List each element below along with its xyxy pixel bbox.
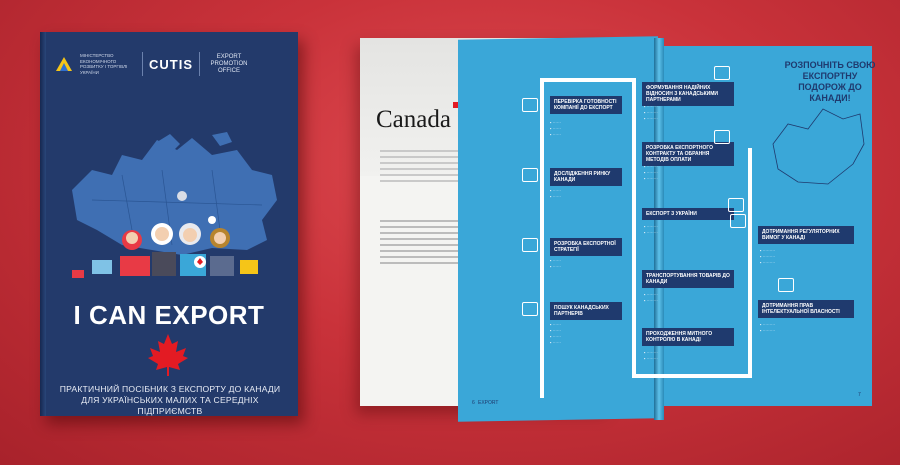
step-box: ПРОХОДЖЕННЯ МИТНОГО КОНТРОЛЮ В КАНАДІ (642, 328, 734, 346)
page-number-right: 7 (858, 392, 861, 398)
divider (199, 52, 200, 76)
step-box: ЕКСПОРТ З УКРАЇНИ (642, 208, 734, 220)
checklist-icon (522, 98, 538, 112)
cover-subtitle: ПРАКТИЧНИЙ ПОСІБНИК З ЕКСПОРТУ ДО КАНАДИ ДЛЯ УКРАЇНСЬКИХ МАЛИХ ТА СЕРЕДНІХ ПІДПРИЄМСТВ (59, 384, 281, 416)
step-box: ФОРМУВАННЯ НАДІЙНИХ ВІДНОСИН З КАНАДСЬКИМИ ПАРТНЕРАМИ (642, 82, 734, 106)
step-bullets: ▪ ········ ▪ ········ (644, 292, 658, 303)
canada-wordmark: Canada (376, 106, 451, 133)
step-box: ТРАНСПОРТУВАННЯ ТОВАРІВ ДО КАНАДИ (642, 270, 734, 288)
epo-logo: EXPORT PROMOTION OFFICE (210, 53, 248, 74)
booklet-cover (40, 32, 298, 416)
step-box: РОЗРОБКА ЕКСПОРТНОЇ СТРАТЕГІЇ (550, 238, 622, 256)
step-bullets: ▪ ········· ▪ ········· (760, 322, 776, 333)
step-bullets: ▪ ······ ▪ ······ (550, 188, 562, 199)
step-bullets: ▪ ········ ▪ ········ (644, 224, 658, 235)
canada-outline-map (768, 104, 868, 192)
road-path (540, 78, 544, 398)
road-path (632, 78, 636, 378)
canada-map-illustration (62, 130, 284, 280)
people-icon (522, 302, 538, 316)
step-bullets: ▪ ······ ▪ ······ ▪ ······ (550, 120, 562, 137)
step-bullets: ▪ ······ ▪ ······ ▪ ······ ▪ ······ (550, 322, 562, 345)
road-path (632, 374, 752, 378)
cover-spine (40, 32, 46, 416)
infographic-spread (448, 38, 876, 420)
step-box: РОЗРОБКА ЕКСПОРТНОГО КОНТРАКТУ ТА ОБРАННЯ МЕТОДІВ ОПЛАТИ (642, 142, 734, 166)
step-bullets: ▪ ········ ▪ ········ (644, 350, 658, 361)
step-box: ДОСЛІДЖЕННЯ РИНКУ КАНАДИ (550, 168, 622, 186)
spread-left-page (458, 36, 658, 421)
page-number-left: 6 (472, 400, 475, 406)
step-bullets: ▪ ········· ▪ ········· ▪ ········· (760, 248, 776, 265)
cover-header (54, 44, 288, 84)
maple-leaf-icon (146, 332, 190, 376)
magnifier-icon (522, 168, 538, 182)
contract-icon (714, 130, 730, 144)
road-path (748, 148, 752, 378)
step-bullets: ▪ ········ ▪ ········ ▪ ········ (644, 104, 658, 121)
step-box: ДОТРИМАННЯ РЕГУЛЯТОРНИХ ВИМОГ У КАНАДІ (758, 226, 854, 244)
regulation-icon (730, 214, 746, 228)
ministry-name: МІНІСТЕРСТВО ЕКОНОМІЧНОГО РОЗВИТКУ І ТОРГІВЛІ УКРАЇНИ (80, 53, 128, 75)
step-box: ПЕРЕВІРКА ГОТОВНОСТІ КОМПАНІЇ ДО ЕКСПОРТ (550, 96, 622, 114)
cover-title: I CAN EXPORT (73, 300, 265, 330)
ministry-logo-icon (54, 55, 74, 73)
step-bullets: ▪ ········ ▪ ········ ▪ ········ (644, 164, 658, 181)
road-path (540, 78, 636, 82)
open-brochure (360, 38, 876, 420)
step-bullets: ▪ ······ ▪ ······ (550, 258, 562, 269)
handshake-icon (714, 66, 730, 80)
step-box: ПОШУК КАНАДСЬКИХ ПАРТНЕРІВ (550, 302, 622, 320)
footer-export: EXPORT (478, 400, 499, 406)
step-box: ДОТРИМАННЯ ПРАВ ІНТЕЛЕКТУАЛЬНОЇ ВЛАСНОСТІ (758, 300, 854, 318)
spread-headline: РОЗПОЧНІТЬ СВОЮ ЕКСПОРТНУ ПОДОРОЖ ДО КАНАДИ! (784, 60, 876, 103)
divider (142, 52, 143, 76)
export-icon (728, 198, 744, 212)
ip-icon (778, 278, 794, 292)
strategy-icon (522, 238, 538, 252)
cutis-logo: CUTIS (149, 56, 193, 72)
